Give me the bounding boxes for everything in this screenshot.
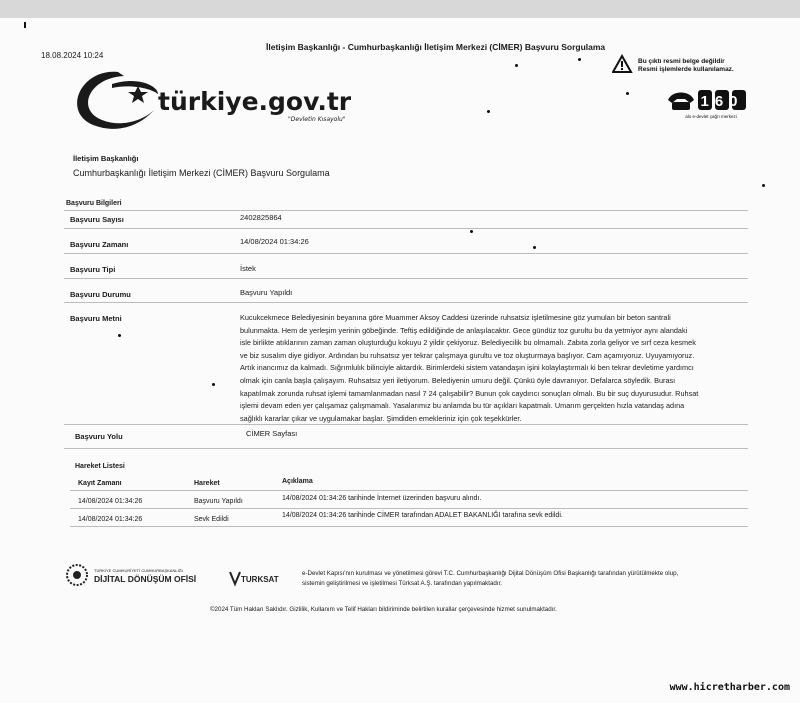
scanner-top-border — [0, 0, 800, 18]
scan-speck — [578, 58, 581, 61]
col-header-time: Kayıt Zamanı — [78, 480, 122, 487]
print-datetime: 18.08.2024 10:24 — [41, 51, 104, 60]
logo-text: türkiye.gov.tr — [158, 87, 352, 116]
warning-icon — [613, 56, 631, 72]
row-time: 14/08/2024 01:34:26 — [78, 516, 143, 523]
phone-number: 160 — [700, 93, 744, 110]
row-description: 14/08/2024 01:34:26 tarihinde CİMER tarafından ADALET BAKANLIĞI tarafına sevk edildi. — [282, 512, 563, 519]
divider — [70, 490, 748, 491]
svg-text:Bu çıktı resmi belge değildir: Bu çıktı resmi belge değildir — [638, 58, 725, 65]
scan-speck — [24, 22, 26, 28]
divider — [70, 526, 748, 527]
scan-speck — [533, 246, 536, 249]
svg-text:Resmi işlemlerde kullanılamaz.: Resmi işlemlerde kullanılamaz. — [638, 66, 734, 73]
svg-text:DİJİTAL DÖNÜŞÜM OFİSİ: DİJİTAL DÖNÜŞÜM OFİSİ — [94, 574, 197, 584]
scan-speck — [118, 334, 121, 337]
col-header-action: Hareket — [194, 480, 220, 487]
org-name: İletişim Başkanlığı — [73, 154, 139, 163]
label-application-status: Başvuru Durumu — [70, 290, 131, 299]
label-application-number: Başvuru Sayısı — [70, 215, 124, 224]
turkiye-gov-logo — [66, 58, 366, 138]
label-application-channel: Başvuru Yolu — [75, 432, 123, 441]
value-application-channel: CİMER Sayfası — [246, 429, 298, 438]
org-subtitle: Cumhurbaşkanlığı İletişim Merkezi (CİMER) Başvuru Sorgulama — [73, 168, 330, 178]
page-title: İletişim Başkanlığı - Cumhurbaşkanlığı İletişim Merkezi (CİMER) Başvuru Sorgulama — [266, 42, 606, 52]
warning-notice — [612, 52, 762, 82]
footer-info-1: e-Devlet Kapısı'nın kurulması ve yönetilmesi görevi T.C. Cumhurbaşkanlığı Dijital Dönüşüm Ofisi Başkanlığı tarafından yürütülmekte olup, — [302, 570, 679, 577]
turksat-logo — [228, 566, 288, 590]
application-text: Kucukcekmece Belediyesinin beyanına göre Muammer Aksoy Caddesi üzerinde ruhsatsiz işletilmesine göz yumulan bir beton santrali bulunmakta. Hem de yerleşim yerinin göbeğinde. Teftiş edildiğinde de anlaşılacaktır. Gece gündüz toz gurultu bu da yetmiyor aynı alandaki isle birlikte atıklarının zaman zaman oluşturduğu kokuyu 2 yildir çekiyoruz. Belediyecilik bu olmamalı. Zabıta zorla geliyor ve sırf ceza kesmek ve biz susalım diye gidiyor. Ardından bu ruhsatsız yer tekrar çalışmaya gurultu ve toz oluşturmaya başlıyor. Cam açamıyoruz. Uyuyamıyoruz. Artık inancımız da kalmadı. Sığrımlulık bilinciyle aktardık. Birimlerdeki sistem vatandaşın işini kolaylaştırmalı ki ben tekrar devletime yardımcı olmak için canla başla çalışayım. Ruhsatsız yeri iletiyorum. Belediyenin umuru değil. Çünkü öyle davranıyor. Defalarca söyledik. Burası kapatılmak zorunda ruhsat işlemi tamamlanmadan nasıl 7 24 çalışabilir? Bunun çok caydırıcı sonuçları olmalı. Bu bir suç duyurusudur. Ruhsat işlemi devam eden yer çalışamaz çalışmamalı. Yasalarımız bu anlamda bu tür açıkları kapatmalı. Umarım gerçekten hızla vatandaş adına sağlıklı kararlar çıkar ve uygulamakar başlar. Şimdiden emekleriniz için çok teşekkürler. — [240, 313, 699, 423]
scan-speck — [762, 184, 765, 187]
row-time: 14/08/2024 01:34:26 — [78, 498, 143, 505]
label-application-text: Başvuru Metni — [70, 314, 122, 323]
value-application-type: İstek — [240, 264, 256, 273]
divider — [64, 302, 748, 303]
divider — [64, 228, 748, 229]
turksat-icon — [230, 572, 240, 584]
dijital-donusum-ofisi-logo — [66, 558, 226, 594]
divider — [64, 210, 748, 211]
scan-speck — [626, 92, 629, 95]
seal-icon — [67, 565, 87, 585]
scan-speck — [212, 383, 215, 386]
phone-icon — [668, 93, 694, 111]
call-center-160 — [666, 82, 756, 122]
divider — [70, 508, 748, 509]
svg-text:TÜRKİYE CUMHURİYETİ CUMHURBAŞK: TÜRKİYE CUMHURİYETİ CUMHURBAŞKANLIĞI — [94, 568, 183, 573]
logo-tagline: "Devletin Kısayolu" — [288, 116, 346, 123]
value-application-time: 14/08/2024 01:34:26 — [240, 237, 309, 246]
value-application-number: 2402825864 — [240, 213, 282, 222]
value-application-status: Başvuru Yapıldı — [240, 288, 293, 297]
section-title: Başvuru Bilgileri — [66, 200, 122, 207]
row-action: Sevk Edildi — [194, 516, 229, 523]
label-application-type: Başvuru Tipi — [70, 265, 116, 274]
row-action: Başvuru Yapıldı — [194, 498, 243, 505]
svg-text:TURKSAT: TURKSAT — [241, 575, 279, 584]
label-application-time: Başvuru Zamanı — [70, 240, 129, 249]
divider — [64, 253, 748, 254]
scan-speck — [487, 110, 490, 113]
movements-title: Hareket Listesi — [75, 463, 125, 470]
site-watermark: www.hicretharber.com — [669, 682, 790, 693]
col-header-description: Açıklama — [282, 478, 313, 485]
svg-text:alo e-devlet çağrı merkezi: alo e-devlet çağrı merkezi — [685, 114, 737, 119]
divider — [64, 278, 748, 279]
scan-speck — [515, 64, 518, 67]
footer-copyright: ©2024 Tüm Hakları Saklıdır. Gizlilik, Kullanım ve Telif Hakları bildiriminde belirtilen kurallar çerçevesinde hizmet sunulmaktadır. — [210, 606, 557, 613]
footer-info-2: sistemin geliştirilmesi ve işletilmesi Türksat A.Ş. tarafından yapılmaktadır. — [302, 580, 503, 587]
row-description: 14/08/2024 01:34:26 tarihinde İnternet üzerinden başvuru alındı. — [282, 495, 482, 502]
divider — [64, 424, 748, 425]
divider — [64, 448, 748, 449]
scan-speck — [470, 230, 473, 233]
